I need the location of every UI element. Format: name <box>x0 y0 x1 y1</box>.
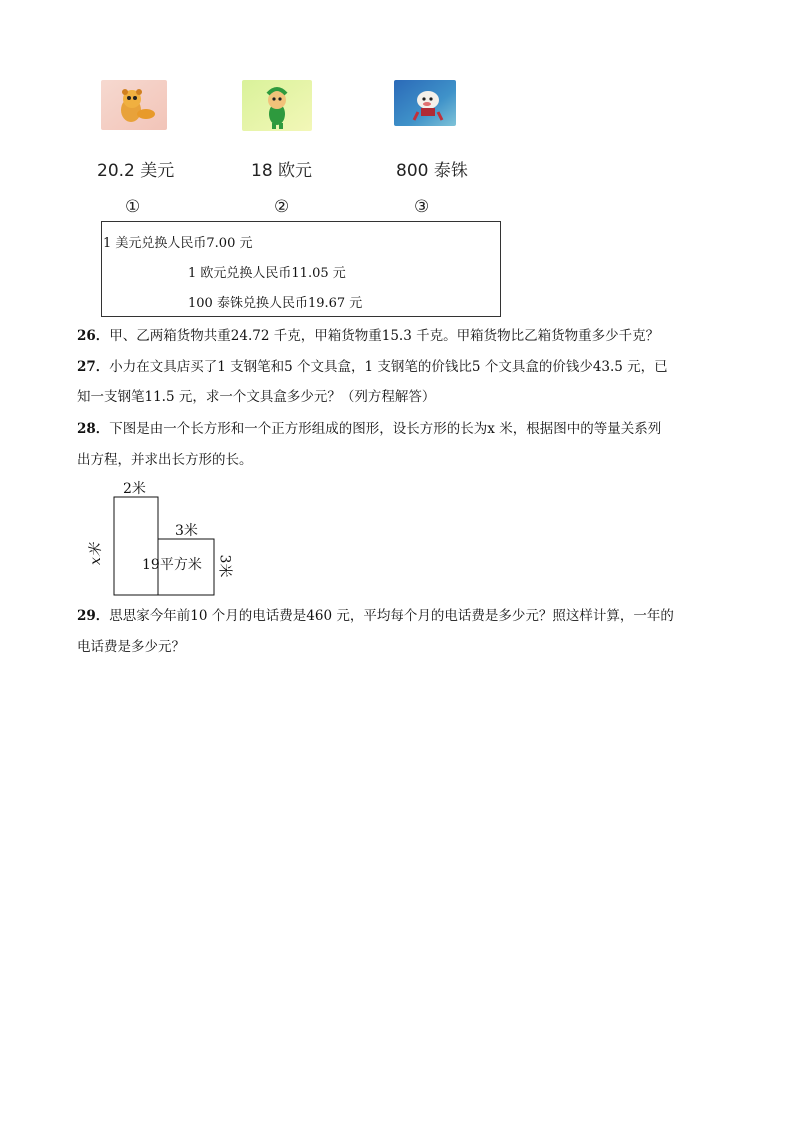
square-side-label: 3米 <box>175 523 198 539</box>
currency-amount-thb: 800 泰铢 <box>396 161 468 181</box>
rectangle-square-figure <box>87 476 250 601</box>
currency-amount-usd: 20.2 美元 <box>97 161 175 181</box>
index-marker-3: ③ <box>414 197 430 217</box>
question-27-line-2: 知一支钢笔11.5 元，求一个文具盒多少元？（列方程解答） <box>77 389 436 405</box>
currency-amount-eur: 18 欧元 <box>251 161 313 181</box>
index-marker-1: ① <box>125 197 141 217</box>
rate-usd: 1 美元兑换人民币7.00 元 <box>103 236 253 251</box>
question-text: 下图是由一个长方形和一个正方形组成的图形，设长方形的长为x 米，根据图中的等量关系列 <box>109 421 662 437</box>
question-number: 26． <box>77 328 110 344</box>
question-28-line-2: 出方程，并求出长方形的长。 <box>77 452 253 468</box>
mascot-2-icon <box>242 80 312 131</box>
question-text: 思思家今年前10 个月的电话费是460 元，平均每个月的电话费是多少元？照这样计算，一年的 <box>109 608 674 624</box>
rectangle-width-label: 2米 <box>123 481 146 497</box>
figure-shapes <box>90 476 250 601</box>
index-marker-2: ② <box>274 197 290 217</box>
rectangle-length-label: x米 <box>87 543 104 565</box>
question-27 <box>77 353 668 381</box>
question-number: 27． <box>77 359 110 375</box>
question-26 <box>77 322 659 350</box>
question-number: 28． <box>77 421 110 437</box>
rate-eur: 1 欧元兑换人民币11.05 元 <box>188 266 346 281</box>
rectangle-shape <box>114 497 158 595</box>
question-text: 小力在文具店买了1 支钢笔和5 个文具盒，1 支钢笔的价钱比5 个文具盒的价钱少43.5 元，已 <box>109 359 668 375</box>
question-number: 29． <box>77 608 110 624</box>
rate-thb: 100 泰铢兑换人民币19.67 元 <box>188 296 363 311</box>
mascot-1-icon <box>101 80 167 130</box>
question-29 <box>77 602 674 630</box>
question-text: 甲、乙两箱货物共重24.72 千克，甲箱货物重15.3 千克。甲箱货物比乙箱货物重多少千克？ <box>109 328 660 344</box>
question-29-line-2: 电话费是多少元？ <box>77 639 185 655</box>
square-height-label: 3米 <box>216 554 233 578</box>
area-label: 19平方米 <box>142 557 202 573</box>
question-28 <box>77 415 661 443</box>
mascot-3-icon <box>394 80 456 126</box>
exchange-rate-box <box>101 221 501 317</box>
